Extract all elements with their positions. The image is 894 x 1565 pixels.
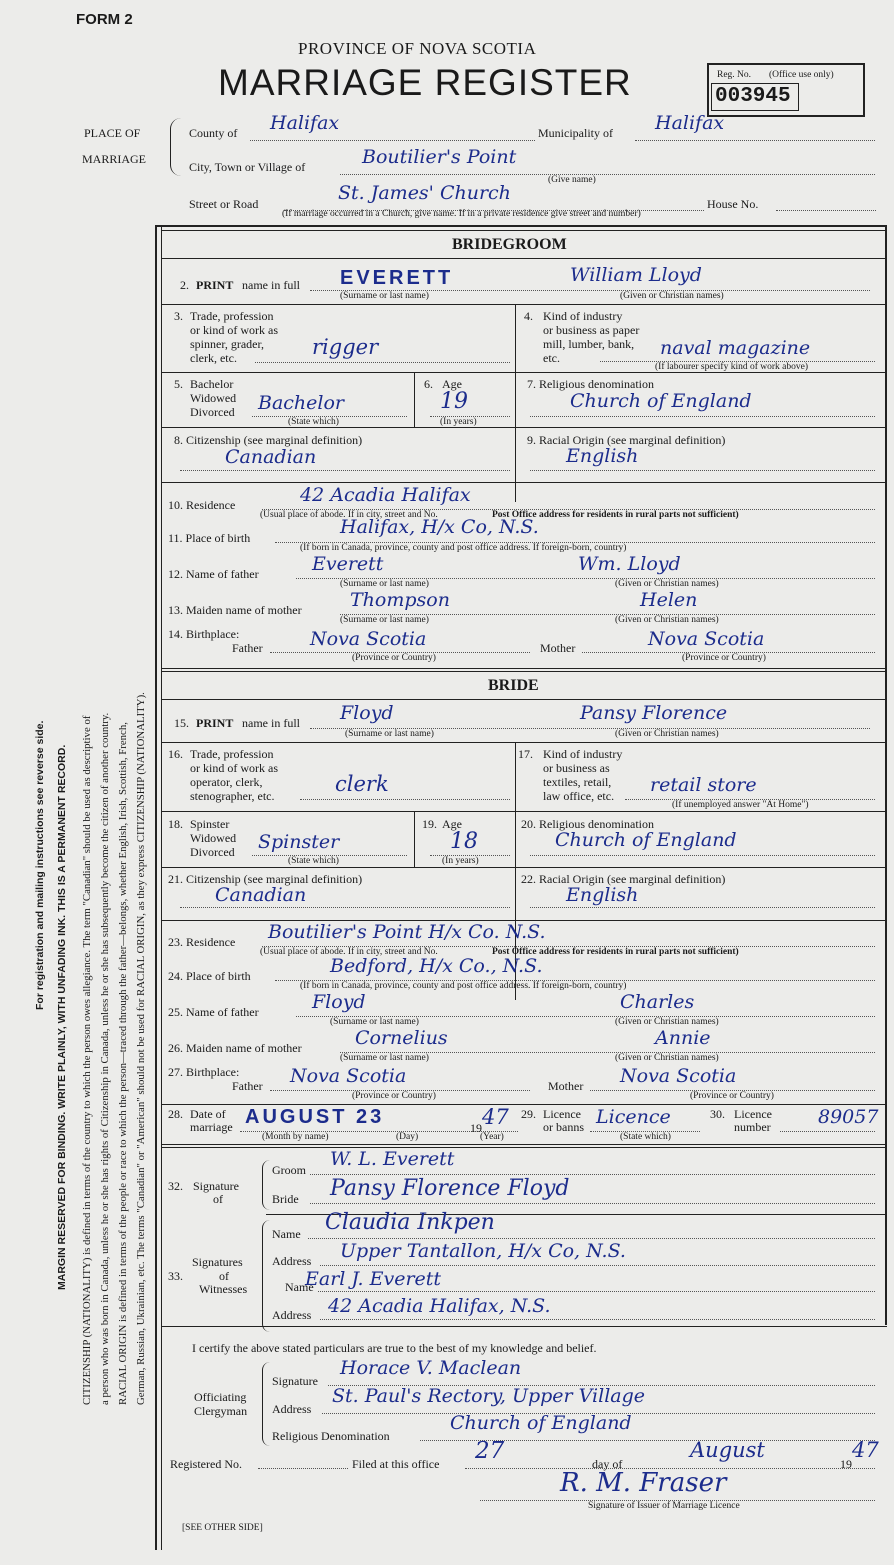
g3-num: 3. (174, 309, 183, 323)
b27-cap-f: (Province or Country) (352, 1091, 436, 1101)
groom-father-surname: Everett (312, 553, 384, 575)
bride-mother-bp: Nova Scotia (620, 1065, 737, 1087)
g4-note: (If labourer specify kind of work above) (655, 362, 808, 372)
g4-c: mill, lumber, bank, (543, 337, 635, 351)
g8-label: 8. Citizenship (see marginal definition) (174, 433, 363, 447)
l33-a: Signatures (192, 1255, 243, 1269)
b19-cap: (In years) (442, 856, 479, 866)
b25-label: 25. Name of father (168, 1005, 259, 1019)
g12-cap-s: (Surname or last name) (340, 579, 429, 589)
g4-b: or business as paper (543, 323, 640, 337)
g4-d: etc. (543, 351, 560, 365)
reg-no-value: 003945 (715, 85, 791, 108)
g14-cap-m: (Province or Country) (682, 653, 766, 663)
bride-religion: Church of England (555, 829, 737, 851)
margin-binding: MARGIN RESERVED FOR BINDING. WRITE PLAINLY, WITH UNFADING INK. THIS IS A PERMANENT RECORD. (56, 744, 68, 1290)
b22-label: 22. Racial Origin (see marginal definition) (521, 872, 726, 886)
b18-c: Divorced (190, 845, 235, 859)
groom-citizenship: Canadian (225, 446, 317, 468)
groom-trade: rigger (312, 335, 379, 359)
groom-sig-label: Groom (272, 1163, 306, 1177)
bride-racial: English (566, 884, 639, 906)
b20-label: 20. Religious denomination (521, 817, 654, 831)
b15-print: PRINT (196, 716, 234, 730)
cap-g-surname: (Surname or last name) (340, 291, 429, 301)
street-note: (If marriage occurred in a Church, give name. If in a private residence give street and number) (282, 209, 641, 219)
place-heading-1: PLACE OF (84, 126, 141, 140)
w1-name-label: Name (272, 1227, 301, 1241)
b18-cap: (State which) (288, 856, 339, 866)
cap-year: (Year) (480, 1132, 504, 1142)
g5-num: 5. (174, 377, 183, 391)
g13-cap-g: (Given or Christian names) (615, 615, 719, 625)
b18-num: 18. (168, 817, 183, 831)
b26-label: 26. Maiden name of mother (168, 1041, 302, 1055)
bride-industry: retail store (650, 774, 757, 796)
groom-residence: 42 Acadia Halifax (300, 484, 471, 506)
g5-a: Bachelor (190, 377, 234, 391)
witness2-name: Earl J. Everett (305, 1268, 442, 1290)
groom-l2-text: name in full (242, 278, 300, 292)
bride-birthplace: Bedford, H/x Co., N.S. (330, 955, 543, 977)
g10-label: 10. Residence (168, 498, 236, 512)
b15-num: 15. (174, 716, 189, 730)
b23-label: 23. Residence (168, 935, 236, 949)
marriage-date: AUGUST 23 (245, 1106, 385, 1128)
l28-a: Date of (190, 1107, 226, 1121)
groom-surname: EVERETT (340, 267, 454, 289)
g14-label: 14. Birthplace: (168, 627, 240, 641)
g6-num: 6. (424, 377, 433, 391)
margin-citizenship-1: CITIZENSHIP (NATIONALITY) is defined in terms of the country to which the person owes allegiance. The term "Canadian" should be used as descriptive of (81, 715, 93, 1405)
clergy-denom-label: Religious Denomination (272, 1429, 390, 1443)
g7-label: 7. Religious denomination (527, 377, 654, 391)
l33-b: of (219, 1269, 229, 1283)
filed-label: Filed at this office (352, 1457, 440, 1471)
bride-signature: Pansy Florence Floyd (330, 1176, 570, 1201)
margin-racial-2: German, Russian, Ukrainian, etc. The terms "Canadian" or "American" should not be used for RACIAL ORIGIN, as they express CITIZENSHIP (NATIONALITY). (135, 692, 147, 1405)
b16-num: 16. (168, 747, 183, 761)
g3-c: spinner, grader, (190, 337, 265, 351)
b27-cap-m: (Province or Country) (690, 1091, 774, 1101)
clergy-label-2: Clergyman (194, 1404, 248, 1418)
bride-sig-label: Bride (272, 1192, 299, 1206)
witness1-address: Upper Tantallon, H/x Co, N.S. (340, 1240, 626, 1262)
l29-a: Licence (543, 1107, 581, 1121)
g9-label: 9. Racial Origin (see marginal definition) (527, 433, 726, 447)
day-of-label: day of (592, 1457, 623, 1471)
bride-heading: BRIDE (488, 677, 539, 694)
city-label: City, Town or Village of (189, 160, 306, 174)
g5-c: Divorced (190, 405, 235, 419)
groom-father-bp: Nova Scotia (310, 628, 427, 650)
b27-father: Father (232, 1079, 263, 1093)
county-value: Halifax (270, 112, 340, 134)
groom-mother-given: Helen (640, 589, 698, 611)
issuer-signature: R. M. Fraser (560, 1468, 727, 1498)
b25-cap-g: (Given or Christian names) (615, 1017, 719, 1027)
filed-month: August (690, 1438, 765, 1462)
g14-father: Father (232, 641, 263, 655)
w2-name-label: Name (285, 1280, 314, 1294)
b19-label: Age (442, 817, 462, 831)
b17-d: law office, etc. (543, 789, 615, 803)
licence-number: 89057 (818, 1106, 879, 1128)
street-value: St. James' Church (338, 182, 511, 204)
g14-cap-f: (Province or Country) (352, 653, 436, 663)
house-no-label: House No. (707, 197, 759, 211)
bride-trade: clerk (335, 772, 389, 796)
bride-citizenship: Canadian (215, 884, 307, 906)
l28-num: 28. (168, 1107, 183, 1121)
city-value: Boutilier's Point (362, 146, 517, 168)
municipality-value: Halifax (655, 112, 725, 134)
witness1-name: Claudia Inkpen (325, 1210, 495, 1235)
g4-a: Kind of industry (543, 309, 623, 323)
groom-industry: naval magazine (660, 337, 811, 359)
see-other-side: [SEE OTHER SIDE] (182, 1523, 263, 1533)
bride-surname: Floyd (340, 702, 394, 724)
g5-b: Widowed (190, 391, 237, 405)
cap-b-given: (Given or Christian names) (615, 729, 719, 739)
groom-racial: English (566, 445, 639, 467)
filed-day: 27 (475, 1438, 505, 1464)
bride-father-bp: Nova Scotia (290, 1065, 407, 1087)
bridegroom-heading: BRIDEGROOM (452, 236, 567, 253)
g10-note: (Usual place of abode. If in city, street and No. (260, 510, 438, 520)
clergy-address-label: Address (272, 1402, 312, 1416)
b15-text: name in full (242, 716, 300, 730)
reg-no-label: Reg. No. (717, 70, 752, 80)
licence-or-banns: Licence (596, 1106, 671, 1128)
b16-a: Trade, profession (190, 747, 274, 761)
witness2-address: 42 Acadia Halifax, N.S. (328, 1295, 551, 1317)
marriage-year: 47 (482, 1105, 509, 1129)
b17-a: Kind of industry (543, 747, 623, 761)
b18-a: Spinster (190, 817, 230, 831)
bride-mother-given: Annie (655, 1027, 711, 1049)
g6-cap: (In years) (440, 417, 477, 427)
clergy-signature: Horace V. Maclean (340, 1357, 522, 1379)
l32-num: 32. (168, 1179, 183, 1193)
b16-b: or kind of work as (190, 761, 278, 775)
b23-note-b: Post Office address for residents in rural parts not sufficient) (492, 947, 739, 957)
g11-note: (If born in Canada, province, county and post office address. If foreign-born, country) (300, 543, 627, 553)
margin-racial-1: RACIAL ORIGIN is defined in terms of the people or race to which the person—traced through the father—belongs, whether English, Irish, Scottish, French, (117, 722, 129, 1405)
reg-no-note: (Office use only) (769, 70, 834, 80)
form-number: FORM 2 (76, 11, 133, 28)
g3-a: Trade, profession (190, 309, 274, 323)
b27-mother: Mother (548, 1079, 584, 1093)
l32-b: of (213, 1192, 223, 1206)
bride-age: 18 (450, 829, 478, 854)
certify-statement: I certify the above stated particulars are true to the best of my knowledge and belief. (192, 1341, 597, 1355)
b17-note: (If unemployed answer "At Home") (672, 800, 809, 810)
bride-mother-surname: Cornelius (355, 1027, 448, 1049)
g12-label: 12. Name of father (168, 567, 259, 581)
g4-num: 4. (524, 309, 533, 323)
g3-d: clerk, etc. (190, 351, 237, 365)
clergy-sig-label: Signature (272, 1374, 318, 1388)
groom-age: 19 (440, 389, 468, 414)
w1-address-label: Address (272, 1254, 312, 1268)
l28-b: marriage (190, 1120, 233, 1134)
county-label: County of (189, 126, 238, 140)
b17-num: 17. (518, 747, 533, 761)
filed-year-prefix: 19 (840, 1457, 852, 1471)
g5-cap: (State which) (288, 417, 339, 427)
cap-day: (Day) (396, 1132, 419, 1142)
bride-given: Pansy Florence (580, 702, 728, 724)
l32-a: Signature (193, 1179, 239, 1193)
l33-c: Witnesses (199, 1282, 248, 1296)
filed-year: 47 (852, 1438, 879, 1462)
issuer-caption: Signature of Issuer of Marriage Licence (588, 1501, 740, 1511)
l30-b: number (734, 1120, 771, 1134)
g14-mother: Mother (540, 641, 576, 655)
groom-mother-bp: Nova Scotia (648, 628, 765, 650)
bride-father-surname: Floyd (312, 991, 366, 1013)
b26-cap-s: (Surname or last name) (340, 1053, 429, 1063)
groom-given: William Lloyd (570, 264, 702, 286)
groom-signature: W. L. Everett (330, 1148, 455, 1170)
b16-d: stenographer, etc. (190, 789, 275, 803)
cap-state: (State which) (620, 1132, 671, 1142)
g3-b: or kind of work as (190, 323, 278, 337)
b26-cap-g: (Given or Christian names) (615, 1053, 719, 1063)
g13-cap-s: (Surname or last name) (340, 615, 429, 625)
groom-l2-num: 2. (180, 278, 189, 292)
street-label: Street or Road (189, 197, 259, 211)
place-heading-2: MARRIAGE (82, 152, 147, 166)
registered-no-label: Registered No. (170, 1457, 242, 1471)
reg-no-box (707, 63, 865, 117)
clergy-address: St. Paul's Rectory, Upper Village (332, 1385, 646, 1407)
g6-label: Age (442, 377, 462, 391)
groom-status: Bachelor (258, 392, 345, 414)
marriage-year-prefix: 19 (470, 1121, 482, 1135)
bride-residence: Boutilier's Point H/x Co. N.S. (268, 921, 546, 943)
groom-religion: Church of England (570, 390, 752, 412)
l29-b: or banns (543, 1120, 584, 1134)
bride-status: Spinster (258, 831, 340, 853)
g10-note-b: Post Office address for residents in rural parts not sufficient) (492, 510, 739, 520)
groom-l2-print: PRINT (196, 278, 234, 292)
l29-num: 29. (521, 1107, 536, 1121)
b21-label: 21. Citizenship (see marginal definition) (168, 872, 363, 886)
b19-num: 19. (422, 817, 437, 831)
g13-label: 13. Maiden name of mother (168, 603, 302, 617)
cap-month: (Month by name) (262, 1132, 329, 1142)
bride-father-given: Charles (620, 991, 695, 1013)
b24-note: (If born in Canada, province, county and post office address. If foreign-born, country) (300, 981, 627, 991)
municipality-label: Municipality of (538, 126, 613, 140)
give-name-caption: (Give name) (548, 175, 596, 185)
b17-c: textiles, retail, (543, 775, 612, 789)
b16-c: operator, clerk, (190, 775, 263, 789)
groom-mother-surname: Thompson (350, 589, 450, 611)
groom-birthplace: Halifax, H/x Co, N.S. (340, 516, 539, 538)
cap-b-surname: (Surname or last name) (345, 729, 434, 739)
l33-num: 33. (168, 1269, 183, 1283)
b25-cap-s: (Surname or last name) (330, 1017, 419, 1027)
l30-num: 30. (710, 1107, 725, 1121)
b17-b: or business as (543, 761, 610, 775)
clergy-denomination: Church of England (450, 1412, 632, 1434)
b23-note: (Usual place of abode. If in city, street and No. (260, 947, 438, 957)
groom-father-given: Wm. Lloyd (578, 553, 681, 575)
province-heading: PROVINCE OF NOVA SCOTIA (298, 39, 537, 58)
b18-b: Widowed (190, 831, 237, 845)
g12-cap-g: (Given or Christian names) (615, 579, 719, 589)
form-title: MARRIAGE REGISTER (218, 62, 632, 103)
w2-address-label: Address (272, 1308, 312, 1322)
clergy-label-1: Officiating (194, 1390, 247, 1404)
b27-label: 27. Birthplace: (168, 1065, 240, 1079)
margin-instructions: For registration and mailing instructions see reverse side. (34, 720, 46, 1010)
l30-a: Licence (734, 1107, 772, 1121)
margin-citizenship-2: a person who was born in Canada, unless he or she has rights of Citizenship in Canada, unless he or she has subsequently become the citizen of another country. (99, 712, 111, 1405)
cap-g-given: (Given or Christian names) (620, 291, 724, 301)
g11-label: 11. Place of birth (168, 531, 251, 545)
b24-label: 24. Place of birth (168, 969, 251, 983)
